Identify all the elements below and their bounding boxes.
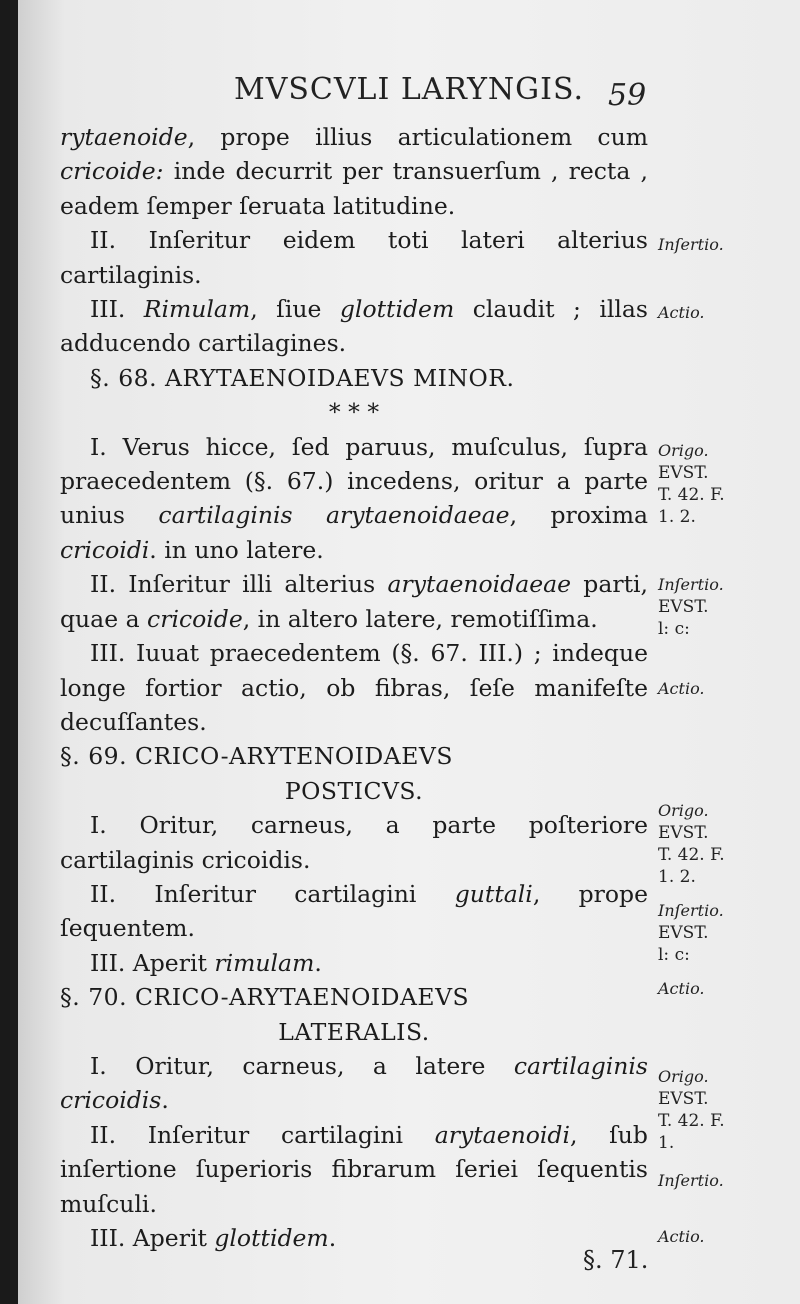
italic-term: Rimulam bbox=[143, 295, 251, 324]
text-run: . bbox=[328, 1224, 337, 1252]
text-run: , ſub inſertione ſuperioris fibrarum ſeriei ſequentis muſculi. bbox=[60, 1120, 648, 1218]
section-heading-70: §. 70. CRICO-ARYTAENOIDAEVS bbox=[60, 983, 470, 1012]
italic-term: arytaenoidi bbox=[434, 1120, 570, 1149]
margin-note bbox=[658, 1066, 788, 1154]
paragraph bbox=[60, 1049, 648, 1118]
margin-ref: T. 42. F. bbox=[658, 1111, 725, 1131]
page-number: 59 bbox=[608, 78, 647, 113]
text-run: . in uno latere. bbox=[149, 535, 324, 564]
paragraph bbox=[60, 1221, 648, 1255]
margin-note bbox=[658, 1170, 788, 1192]
italic-term: cartilaginis cricoidis bbox=[60, 1051, 648, 1115]
margin-note bbox=[658, 678, 788, 700]
margin-note bbox=[658, 574, 788, 640]
margin-note bbox=[658, 978, 788, 1000]
italic-term: cricoidi bbox=[60, 535, 150, 564]
margin-ref: EVST. bbox=[658, 597, 709, 617]
text-run: , proxima bbox=[509, 501, 648, 530]
text-run: , prope ſequentem. bbox=[60, 879, 648, 943]
margin-label: Origo. bbox=[658, 1067, 709, 1086]
margin-note bbox=[658, 800, 788, 888]
section-heading-69-cont: POSTICVS. bbox=[284, 776, 424, 805]
margin-label: Actio. bbox=[658, 679, 705, 698]
italic-term: cricoide bbox=[147, 604, 243, 633]
margin-label: Actio. bbox=[658, 303, 705, 322]
text-run: . bbox=[314, 948, 322, 977]
italic-term: cartilaginis arytaenoidaeae bbox=[158, 501, 510, 530]
margin-note bbox=[658, 1226, 788, 1248]
margin-ref: T. 42. F. bbox=[658, 845, 725, 865]
paragraph bbox=[60, 120, 648, 223]
margin-ref: l: c: bbox=[658, 945, 690, 965]
margin-note bbox=[658, 302, 788, 324]
margin-ref: EVST. bbox=[658, 1089, 709, 1109]
text-run: III. Aperit bbox=[90, 948, 215, 977]
italic-term: guttali bbox=[454, 879, 533, 908]
text-run: I. Oritur, carneus, a latere bbox=[90, 1051, 514, 1080]
running-title: MVSCVLI LARYNGIS. bbox=[233, 72, 584, 107]
margin-note bbox=[658, 234, 788, 256]
margin-ref: 1. 2. bbox=[658, 507, 696, 527]
text-run: I. Verus hicce, ſed paruus, muſculus, ſupra praecedentem (§. 67.) incedens, oritur a parte unius bbox=[60, 432, 648, 530]
margin-note bbox=[658, 900, 788, 966]
margin-label: Inſertio. bbox=[658, 235, 724, 254]
text-run: , ſiue bbox=[250, 295, 340, 324]
book-page bbox=[18, 0, 800, 1304]
margin-ref: 1. 2. bbox=[658, 867, 696, 887]
margin-ref: EVST. bbox=[658, 823, 709, 843]
margin-label: Origo. bbox=[658, 801, 709, 820]
text-run: II. Inſeritur illi alterius bbox=[90, 570, 388, 599]
italic-term: glottidem bbox=[214, 1224, 329, 1252]
catchword: §. 71. bbox=[583, 1246, 649, 1274]
italic-term: arytaenoidaeae bbox=[387, 570, 572, 599]
margin-label: Actio. bbox=[658, 1227, 705, 1246]
text-run: claudit ; illas adducendo cartilagines. bbox=[60, 295, 648, 358]
margin-label: Origo. bbox=[658, 441, 709, 460]
text-run: inde decurrit per transuerſum , recta , eadem ſemper ſeruata latitudine. bbox=[60, 157, 648, 220]
text-run: II. Inſeritur cartilagini bbox=[90, 879, 455, 908]
paragraph bbox=[60, 877, 648, 946]
margin-label: Inſertio. bbox=[658, 1171, 724, 1190]
text-run: III. bbox=[90, 295, 144, 324]
italic-term: cricoide: bbox=[60, 157, 164, 186]
margin-ref: EVST. bbox=[658, 463, 709, 483]
margin-ref: EVST. bbox=[658, 923, 709, 943]
section-heading-70-cont: LATERALIS. bbox=[278, 1017, 430, 1046]
asterism: * * * bbox=[328, 398, 380, 427]
paragraph bbox=[60, 1118, 648, 1221]
text-run: , in altero latere, remotiſſima. bbox=[242, 604, 598, 633]
text-run: III. Aperit bbox=[90, 1224, 215, 1252]
paragraph bbox=[60, 567, 648, 636]
margin-label: Actio. bbox=[658, 979, 705, 998]
margin-label: Inſertio. bbox=[658, 575, 724, 594]
paragraph: II. Inſeritur eidem toti lateri alterius cartilaginis. bbox=[60, 226, 648, 289]
margin-ref: 1. bbox=[658, 1133, 675, 1153]
paragraph bbox=[60, 292, 648, 361]
margin-note bbox=[658, 440, 788, 528]
section-heading-69: §. 69. CRICO-ARYTENOIDAEVS bbox=[60, 742, 453, 771]
body-text bbox=[60, 120, 648, 1255]
text-run: . bbox=[161, 1086, 169, 1115]
paragraph: III. Iuuat praecedentem (§. 67. III.) ; indeque longe fortior actio, ob fibras, ſeſe manifeſte decuſſantes. bbox=[60, 639, 648, 736]
paragraph bbox=[60, 946, 648, 980]
italic-term: rimulam bbox=[214, 948, 315, 977]
margin-ref: T. 42. F. bbox=[658, 485, 725, 505]
margin-ref: l: c: bbox=[658, 619, 690, 639]
italic-term: glottidem bbox=[339, 295, 455, 324]
section-heading-68: §. 68. ARYTAENOIDAEVS MINOR. bbox=[90, 363, 515, 392]
text-run: parti, quae a bbox=[60, 570, 649, 633]
paragraph bbox=[60, 430, 648, 568]
margin-label: Inſertio. bbox=[658, 901, 724, 920]
text-run: , prope illius articulationem cum bbox=[187, 123, 648, 151]
text-run: II. Inſeritur cartilagini bbox=[90, 1120, 435, 1149]
paragraph: I. Oritur, carneus, a parte poſteriore cartilaginis cricoidis. bbox=[60, 811, 648, 874]
italic-term: rytaenoide bbox=[60, 123, 188, 151]
